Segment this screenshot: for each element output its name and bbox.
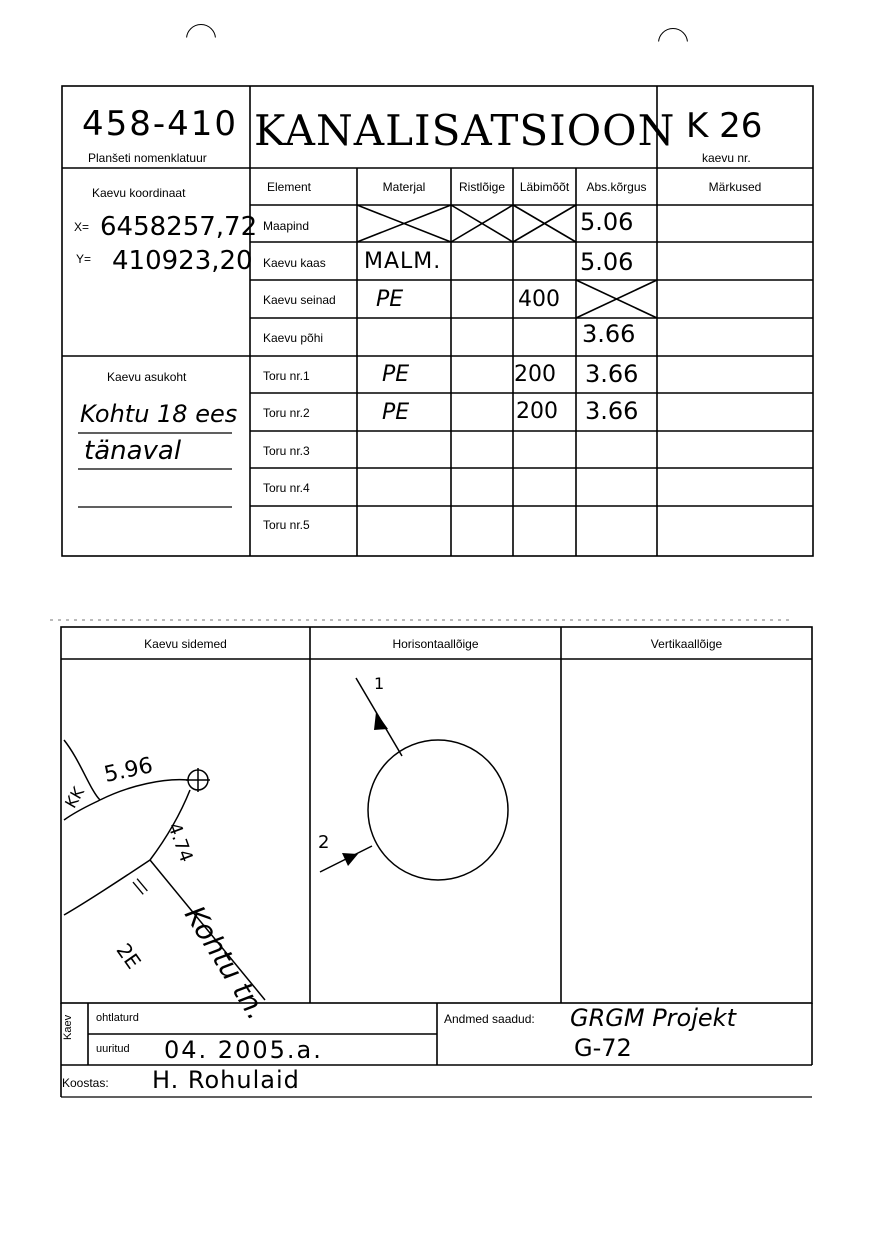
parallel-mark: || xyxy=(129,874,150,897)
table-row-element: Kaevu põhi xyxy=(263,331,324,345)
kaev-label: Kaev xyxy=(62,1014,74,1040)
height-value: 3.66 xyxy=(585,360,639,388)
x-coordinate-value: 6458257,72 xyxy=(100,212,258,242)
col-header-material: Materjal xyxy=(382,180,426,194)
pipe-1-label: 1 xyxy=(374,674,385,693)
col-header-diameter: Läbimõõt xyxy=(519,180,570,194)
data-received-label: Andmed saadud: xyxy=(444,1012,535,1026)
table-row-element: Toru nr.4 xyxy=(263,481,310,495)
coordinates-label: Kaevu koordinaat xyxy=(92,186,186,200)
street-label: Kohtu tn. xyxy=(178,900,274,1026)
material-value: PE xyxy=(382,400,410,425)
height-value: 3.66 xyxy=(585,397,639,425)
building-label: 2E xyxy=(111,938,146,974)
sheet-nomenclature-label: Planšeti nomenklatuur xyxy=(88,151,207,165)
diameter-value: 400 xyxy=(518,287,560,312)
data-received-value-2: G-72 xyxy=(574,1034,632,1062)
material-value: MALM. xyxy=(364,249,442,274)
location-line-1: Kohtu 18 ees xyxy=(80,400,238,428)
compiler-label: Koostas: xyxy=(62,1076,109,1090)
table-row-element: Toru nr.5 xyxy=(263,518,310,532)
vertical-section-label: Vertikaallõige xyxy=(650,637,723,651)
material-value: PE xyxy=(382,362,410,387)
height-value: 5.06 xyxy=(580,248,634,276)
table-row-element: Toru nr.2 xyxy=(263,406,310,420)
tie-distance-1: 5.96 xyxy=(101,753,156,788)
table-row-element: Maapind xyxy=(263,219,310,233)
diameter-value: 200 xyxy=(514,362,556,387)
table-row-element: Toru nr.1 xyxy=(263,369,310,383)
col-header-section: Ristlõige xyxy=(458,180,506,194)
col-header-notes: Märkused xyxy=(708,180,762,194)
table-row-element: Kaevu kaas xyxy=(263,256,326,270)
x-prefix: X= xyxy=(74,220,90,234)
height-value: 5.06 xyxy=(580,208,634,236)
ties-section-label: Kaevu sidemed xyxy=(144,637,227,651)
y-coordinate-value: 410923,20 xyxy=(112,246,253,276)
diameter-value: 200 xyxy=(516,399,558,424)
material-value: PE xyxy=(376,287,404,312)
y-prefix: Y= xyxy=(76,252,92,266)
surveyed-value: 04. 2005.a. xyxy=(164,1036,323,1064)
height-value: 3.66 xyxy=(582,320,636,348)
col-header-abs-height: Abs.kõrgus xyxy=(586,180,647,194)
horizontal-section-label: Horisontaallõige xyxy=(392,637,479,651)
curb-label: KK xyxy=(61,783,88,812)
checked-label: ohtlaturd xyxy=(96,1012,139,1024)
location-label: Kaevu asukoht xyxy=(107,370,187,384)
compiler-value: H. Rohulaid xyxy=(152,1066,300,1094)
location-line-2: tänaval xyxy=(84,436,182,466)
pipe-2-label: 2 xyxy=(318,832,330,853)
sheet-nomenclature-value: 458-410 xyxy=(82,104,239,144)
table-row-element: Kaevu seinad xyxy=(263,293,336,307)
well-number-label: kaevu nr. xyxy=(702,151,751,165)
form-title: KANALISATSIOON xyxy=(254,106,676,155)
well-number-value: K 26 xyxy=(686,106,763,146)
table-row-element: Toru nr.3 xyxy=(263,444,310,458)
tie-distance-2: 4.74 xyxy=(163,820,197,865)
surveyed-label: uuritud xyxy=(96,1043,130,1055)
col-header-element: Element xyxy=(266,180,312,194)
data-received-value-1: GRGM Projekt xyxy=(570,1004,736,1032)
